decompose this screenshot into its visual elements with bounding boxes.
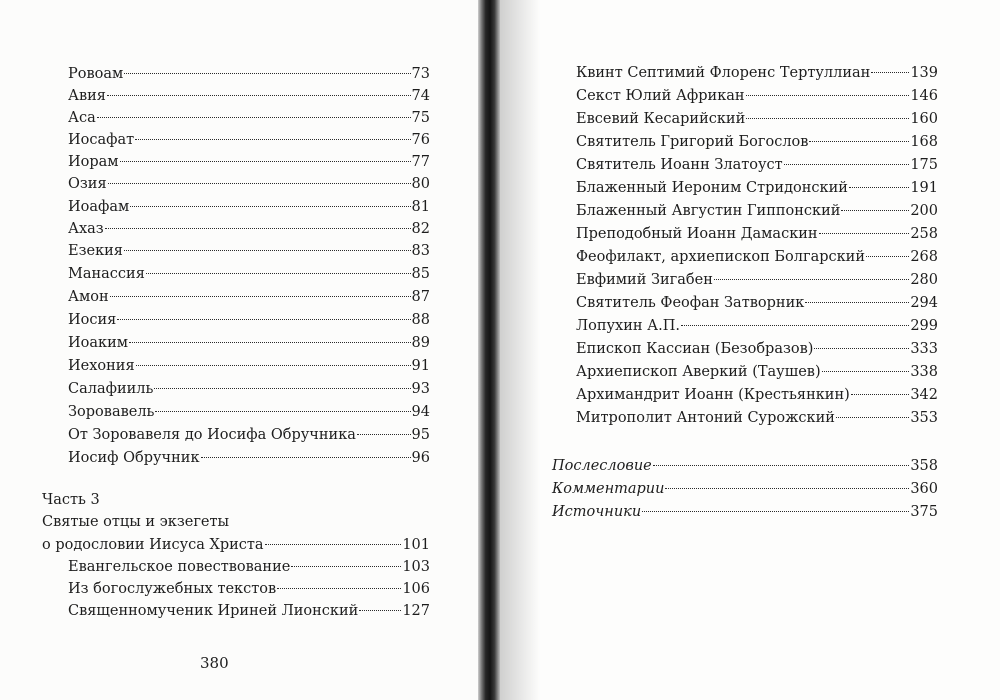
dot-leader xyxy=(814,348,909,349)
dot-leader xyxy=(110,296,411,297)
page-number-footer: 380 xyxy=(200,654,229,672)
entry-title: От Зоровавеля до Иосифа Обручника xyxy=(68,427,356,443)
toc-entry xyxy=(552,479,938,499)
dot-leader xyxy=(135,139,410,140)
entry-page-number: 91 xyxy=(411,358,430,374)
entry-title: Озия xyxy=(68,176,107,192)
toc-entry xyxy=(576,109,938,129)
entry-page-number: 280 xyxy=(910,272,938,288)
entry-title: Святитель Иоанн Златоуст xyxy=(576,157,783,173)
entry-page-number: 139 xyxy=(910,65,938,81)
toc-entry xyxy=(576,385,938,405)
toc-entry xyxy=(576,63,938,83)
entry-title: Преподобный Иоанн Дамаскин xyxy=(576,226,818,242)
dot-leader xyxy=(653,465,910,466)
dot-leader xyxy=(822,371,910,372)
entry-page-number: 191 xyxy=(910,180,938,196)
toc-entry xyxy=(576,316,938,336)
dot-leader xyxy=(107,95,411,96)
entry-title: Источники xyxy=(552,504,642,520)
toc-entry xyxy=(576,201,938,221)
entry-title: Квинт Септимий Флоренс Тертуллиан xyxy=(576,65,871,81)
entry-title: Блаженный Иероним Стридонский xyxy=(576,180,848,196)
entry-title: Аса xyxy=(68,110,96,126)
toc-entry xyxy=(68,264,430,284)
dot-leader xyxy=(146,273,411,274)
dot-leader xyxy=(120,161,411,162)
toc-entry xyxy=(576,155,938,175)
entry-title: Иосия xyxy=(68,312,117,328)
toc-entry xyxy=(552,456,938,476)
dot-leader xyxy=(265,544,402,545)
toc-entry xyxy=(68,310,430,330)
entry-page-number: 96 xyxy=(411,450,430,466)
entry-title: Зоровавель xyxy=(68,404,155,420)
entry-title: Иехония xyxy=(68,358,135,374)
dot-leader xyxy=(851,394,910,395)
toc-entry xyxy=(576,178,938,198)
toc-entry xyxy=(68,219,430,239)
toc-entry xyxy=(552,502,938,522)
entry-page-number: 258 xyxy=(910,226,938,242)
toc-entry xyxy=(576,247,938,267)
part-title: Святые отцы и экзегеты xyxy=(42,514,230,530)
entry-page-number: 95 xyxy=(411,427,430,443)
entry-page-number: 353 xyxy=(910,410,938,426)
toc-entry xyxy=(68,356,430,376)
dot-leader xyxy=(136,365,411,366)
toc-entry xyxy=(68,130,430,150)
entry-title: Феофилакт, архиепископ Болгарский xyxy=(576,249,866,265)
entry-title: Святитель Григорий Богослов xyxy=(576,134,809,150)
entry-page-number: 88 xyxy=(411,312,430,328)
entry-title: Блаженный Августин Гиппонский xyxy=(576,203,841,219)
toc-entry xyxy=(68,333,430,353)
entry-title: Авия xyxy=(68,88,106,104)
entry-page-number: 375 xyxy=(910,504,938,520)
entry-page-number: 127 xyxy=(402,603,430,619)
dot-leader xyxy=(665,488,909,489)
entry-title: Митрополит Антоний Сурожский xyxy=(576,410,835,426)
dot-leader xyxy=(841,210,909,211)
entry-page-number: 77 xyxy=(411,154,430,170)
entry-title: Комментарии xyxy=(552,481,665,497)
entry-page-number: 101 xyxy=(402,537,430,553)
dot-leader xyxy=(124,250,411,251)
toc-entry xyxy=(68,287,430,307)
dot-leader xyxy=(359,610,401,611)
entry-page-number: 75 xyxy=(411,110,430,126)
entry-page-number: 106 xyxy=(402,581,430,597)
dot-leader xyxy=(836,417,909,418)
entry-page-number: 87 xyxy=(411,289,430,305)
right-page xyxy=(500,0,1000,700)
dot-leader xyxy=(866,256,909,257)
dot-leader xyxy=(784,164,910,165)
left-page xyxy=(0,0,478,700)
dot-leader xyxy=(849,187,909,188)
dot-leader xyxy=(746,95,910,96)
book-spine xyxy=(478,0,500,700)
entry-title: Иосафат xyxy=(68,132,135,148)
entry-title: Ахаз xyxy=(68,221,104,237)
toc-entry xyxy=(68,579,430,599)
entry-title: Иорам xyxy=(68,154,119,170)
toc-entry xyxy=(576,339,938,359)
dot-leader xyxy=(130,206,410,207)
dot-leader xyxy=(108,183,411,184)
toc-entry xyxy=(576,362,938,382)
toc-entry xyxy=(68,108,430,128)
toc-entry xyxy=(576,132,938,152)
entry-page-number: 89 xyxy=(411,335,430,351)
toc-entry xyxy=(68,557,430,577)
entry-title: о родословии Иисуса Христа xyxy=(42,537,264,553)
entry-title: Святитель Феофан Затворник xyxy=(576,295,805,311)
entry-page-number: 333 xyxy=(910,341,938,357)
toc-entry xyxy=(68,152,430,172)
gutter-shadow xyxy=(500,0,540,700)
entry-page-number: 299 xyxy=(910,318,938,334)
entry-page-number: 160 xyxy=(910,111,938,127)
entry-page-number: 268 xyxy=(910,249,938,265)
toc-entry xyxy=(42,535,430,555)
entry-page-number: 168 xyxy=(910,134,938,150)
toc-entry xyxy=(68,448,430,468)
entry-title: Иоафам xyxy=(68,199,130,215)
toc-entry xyxy=(576,224,938,244)
entry-title: Лопухин А.П. xyxy=(576,318,680,334)
dot-leader xyxy=(117,319,410,320)
dot-leader xyxy=(124,73,410,74)
entry-page-number: 73 xyxy=(411,66,430,82)
toc-entry xyxy=(576,293,938,313)
entry-title: Ровоам xyxy=(68,66,124,82)
entry-page-number: 175 xyxy=(910,157,938,173)
dot-leader xyxy=(805,302,909,303)
dot-leader xyxy=(809,141,909,142)
entry-title: Послесловие xyxy=(552,458,652,474)
entry-page-number: 85 xyxy=(411,266,430,282)
toc-entry xyxy=(68,241,430,261)
entry-title: Евангельское повествование xyxy=(68,559,291,575)
entry-title: Иосиф Обручник xyxy=(68,450,200,466)
dot-leader xyxy=(714,279,909,280)
entry-title: Езекия xyxy=(68,243,123,259)
dot-leader xyxy=(129,342,411,343)
entry-title: Манассия xyxy=(68,266,145,282)
dot-leader xyxy=(819,233,910,234)
toc-entry xyxy=(68,601,430,621)
toc-entry xyxy=(68,402,430,422)
dot-leader xyxy=(154,388,410,389)
dot-leader xyxy=(357,434,411,435)
entry-page-number: 358 xyxy=(910,458,938,474)
entry-page-number: 94 xyxy=(411,404,430,420)
entry-page-number: 294 xyxy=(910,295,938,311)
toc-entry xyxy=(68,174,430,194)
dot-leader xyxy=(97,117,411,118)
entry-title: Евсевий Кесарийский xyxy=(576,111,746,127)
entry-page-number: 81 xyxy=(411,199,430,215)
entry-title: Амон xyxy=(68,289,109,305)
entry-page-number: 103 xyxy=(402,559,430,575)
dot-leader xyxy=(201,457,411,458)
entry-title: Епископ Кассиан (Безобразов) xyxy=(576,341,814,357)
entry-title: Секст Юлий Африкан xyxy=(576,88,745,104)
dot-leader xyxy=(871,72,909,73)
toc-entry xyxy=(576,270,938,290)
entry-title: Архимандрит Иоанн (Крестьянкин) xyxy=(576,387,850,403)
entry-page-number: 93 xyxy=(411,381,430,397)
entry-page-number: 146 xyxy=(910,88,938,104)
toc-entry xyxy=(68,379,430,399)
toc-entry xyxy=(68,64,430,84)
toc-entry xyxy=(68,425,430,445)
dot-leader xyxy=(681,325,909,326)
entry-title: Священномученик Ириней Лионский xyxy=(68,603,359,619)
toc-entry xyxy=(576,408,938,428)
dot-leader xyxy=(642,511,909,512)
entry-title: Салафииль xyxy=(68,381,154,397)
dot-leader xyxy=(155,411,410,412)
entry-page-number: 76 xyxy=(411,132,430,148)
entry-page-number: 83 xyxy=(411,243,430,259)
part-label: Часть 3 xyxy=(42,492,100,508)
entry-title: Из богослужебных текстов xyxy=(68,581,277,597)
dot-leader xyxy=(746,118,909,119)
toc-entry xyxy=(68,197,430,217)
dot-leader xyxy=(291,566,401,567)
entry-page-number: 360 xyxy=(910,481,938,497)
entry-title: Евфимий Зигабен xyxy=(576,272,713,288)
entry-page-number: 200 xyxy=(910,203,938,219)
entry-title: Иоаким xyxy=(68,335,129,351)
entry-title: Архиепископ Аверкий (Таушев) xyxy=(576,364,821,380)
dot-leader xyxy=(277,588,401,589)
entry-page-number: 338 xyxy=(910,364,938,380)
toc-entry xyxy=(576,86,938,106)
dot-leader xyxy=(105,228,411,229)
entry-page-number: 74 xyxy=(411,88,430,104)
toc-entry xyxy=(68,86,430,106)
entry-page-number: 80 xyxy=(411,176,430,192)
entry-page-number: 82 xyxy=(411,221,430,237)
entry-page-number: 342 xyxy=(910,387,938,403)
